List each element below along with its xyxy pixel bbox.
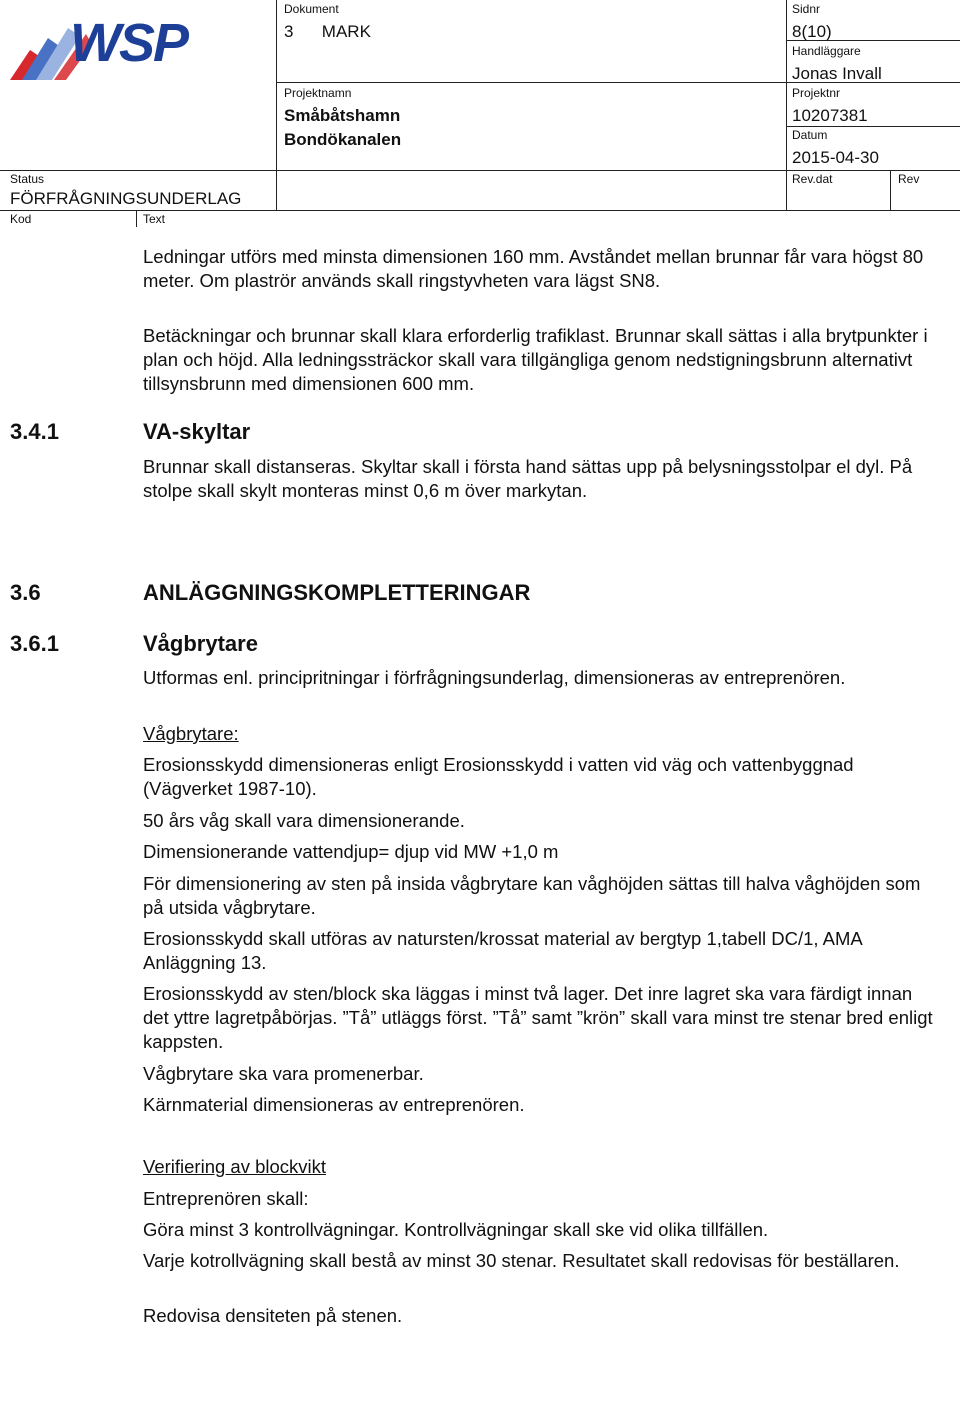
section-number-36: 3.6: [10, 580, 41, 605]
logo-text: WSP: [70, 13, 188, 73]
projektnamn-line1: Småbåtshamn: [284, 106, 401, 125]
text-label: Text: [143, 212, 166, 226]
status-label: Status: [10, 172, 45, 186]
subheading-verifiering: Verifiering av blockvikt: [143, 1156, 327, 1177]
paragraph-dimensionering: För dimensionering av sten på insida vågbrytare kan våghöjden sättas till halva våghöjden som på utsida vågbrytare.: [143, 873, 921, 918]
paragraph-utformas: Utformas enl. principritningar i förfrågningsunderlag, dimensioneras av entreprenören.: [143, 667, 846, 688]
paragraph-betackningar: Betäckningar och brunnar skall klara erforderlig trafiklast. Brunnar skall sättas i alla brytpunkter i plan och höjd. Alla ledningssträckor skall vara tillgängliga genom nedstigningsbrunn alternativt tillsynsbrunn med dimensionen 600 mm.: [143, 325, 928, 394]
dokument-label: Dokument: [284, 2, 339, 16]
projektnamn-line2: Bondökanalen: [284, 130, 402, 149]
paragraph-brunnar: Brunnar skall distanseras. Skyltar skall i första hand sättas upp på belysningsstolpar el dyl. På stolpe skall skylt monteras minst 0,6 m över markytan.: [143, 456, 913, 501]
handlaggare-label: Handläggare: [792, 44, 861, 58]
section-title-va-skyltar: VA-skyltar: [143, 419, 251, 444]
sidnr-label: Sidnr: [792, 2, 821, 16]
handlaggare-value: Jonas Invall: [792, 64, 882, 83]
datum-label: Datum: [792, 128, 828, 142]
dokument-value: 3 MARK: [284, 22, 371, 41]
rev-label: Rev: [898, 172, 920, 186]
projektnamn-label: Projektnamn: [284, 86, 352, 100]
wsp-logo: [8, 14, 203, 84]
paragraph-entreprenoren: Entreprenören skall:: [143, 1188, 309, 1209]
paragraph-densitet: Redovisa densiteten på stenen.: [143, 1305, 403, 1326]
paragraph-kontrollvagningar: Göra minst 3 kontrollvägningar. Kontrollvägningar skall ske vid olika tillfällen.: [143, 1219, 769, 1240]
section-number-361: 3.6.1: [10, 631, 59, 656]
revdat-label: Rev.dat: [792, 172, 833, 186]
paragraph-natursten: Erosionsskydd skall utföras av natursten/krossat material av bergtyp 1,tabell DC/1, AMA Anläggning 13.: [143, 928, 862, 973]
subheading-vagbrytare: Vågbrytare:: [143, 723, 239, 744]
kod-label: Kod: [10, 212, 32, 226]
sidnr-value: 8(10): [792, 22, 832, 41]
paragraph-50-ars-vag: 50 års våg skall vara dimensionerande.: [143, 810, 465, 831]
paragraph-promenerbar: Vågbrytare ska vara promenerbar.: [143, 1063, 424, 1084]
datum-value: 2015-04-30: [792, 148, 879, 167]
projektnr-value: 10207381: [792, 106, 868, 125]
paragraph-karnmaterial: Kärnmaterial dimensioneras av entreprenören.: [143, 1094, 525, 1115]
paragraph-30-stenar: Varje kotrollvägning skall bestå av minst 30 stenar. Resultatet skall redovisas för beställaren.: [143, 1250, 900, 1271]
section-number-341: 3.4.1: [10, 419, 59, 444]
status-value: FÖRFRÅGNINGSUNDERLAG: [10, 189, 242, 208]
projektnr-label: Projektnr: [792, 86, 841, 100]
paragraph-erosionsskydd-dim: Erosionsskydd dimensioneras enligt Erosionsskydd i vatten vid väg och vattenbyggnad (Vägverket 1987-10).: [143, 754, 854, 799]
paragraph-lager: Erosionsskydd av sten/block ska läggas i minst två lager. Det inre lagret ska vara färdigt innan det yttre lagretpåbörjas. ”Tå” utläggs först. ”Tå” samt ”krön” skall vara minst tre stenar bred enligt kappsten.: [143, 983, 933, 1052]
paragraph-ledningar: Ledningar utförs med minsta dimensionen 160 mm. Avståndet mellan brunnar får vara högst 80 meter. Om plaströr används skall ringstyvheten vara lägst SN8.: [143, 246, 924, 291]
section-title-vagbrytare: Vågbrytare: [143, 631, 258, 656]
section-title-anlaggningskompletteringar: ANLÄGGNINGSKOMPLETTERINGAR: [143, 580, 531, 605]
paragraph-vattendjup: Dimensionerande vattendjup= djup vid MW +1,0 m: [143, 841, 559, 862]
